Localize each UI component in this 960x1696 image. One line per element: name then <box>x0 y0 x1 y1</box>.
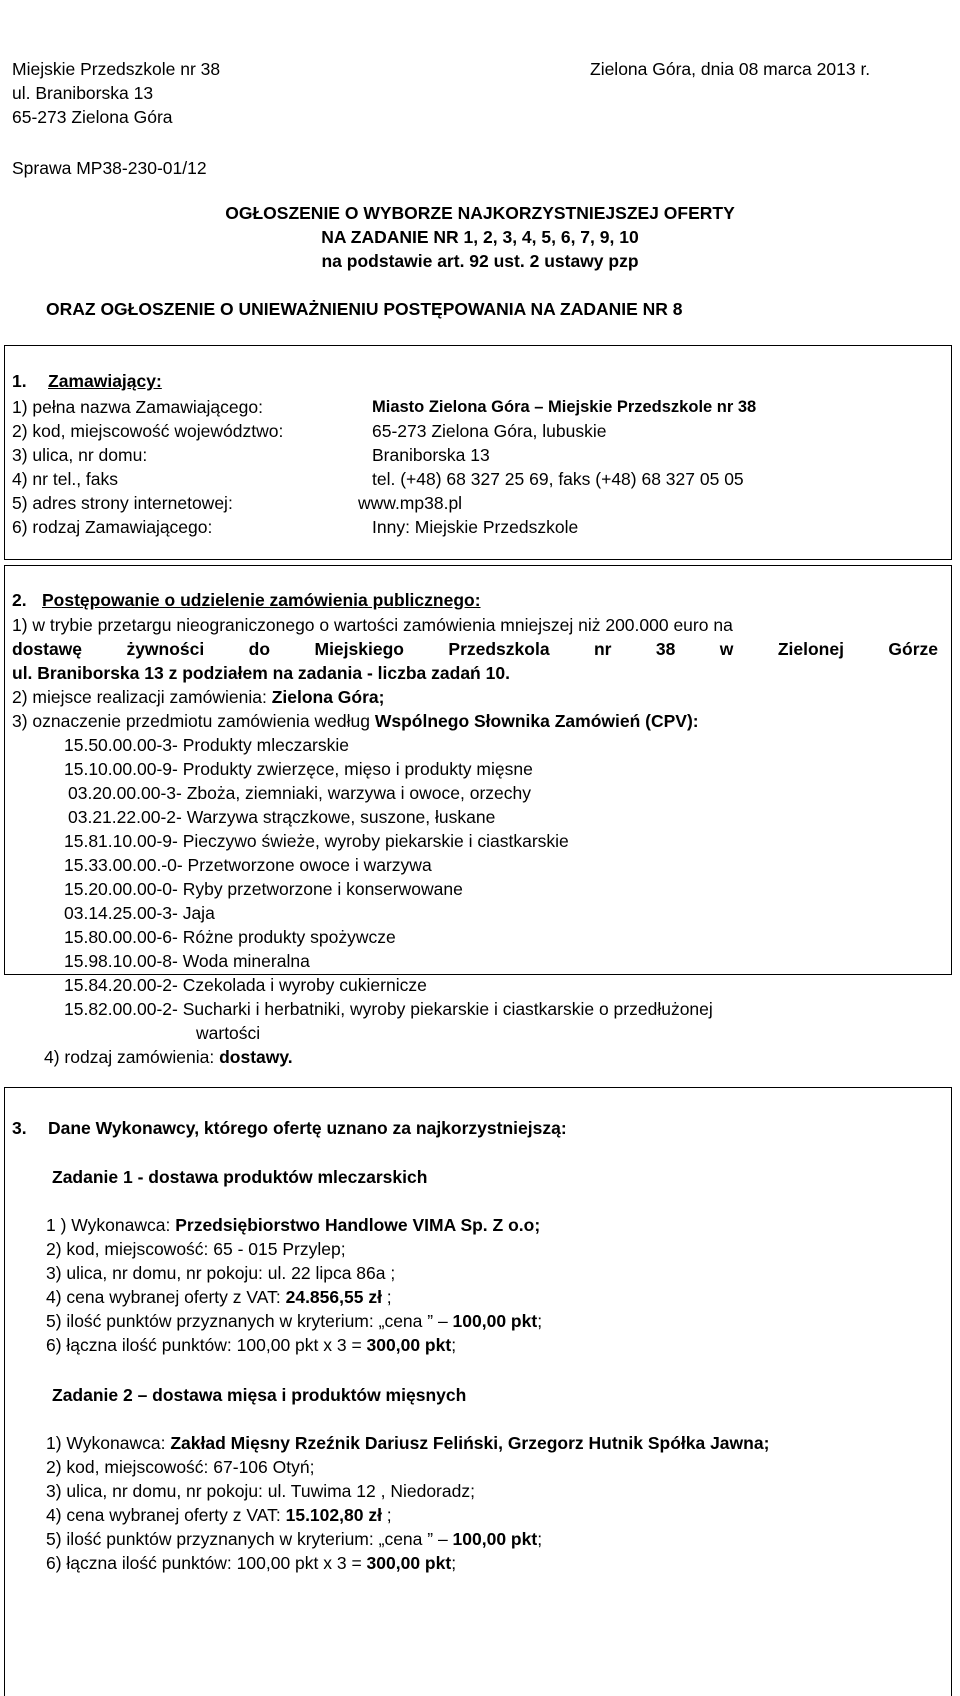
section-2-number: 2. <box>12 590 27 610</box>
task-1-contractor-value: Przedsiębiorstwo Handlowe VIMA Sp. Z o.o; <box>175 1215 541 1235</box>
task-1-total-tail: ; <box>451 1335 457 1355</box>
zamawiajacy-label-3: 3) ulica, nr domu: <box>12 445 148 465</box>
cpv-item: 15.84.20.00-2- Czekolada i wyroby cukiernicze <box>64 975 427 995</box>
task-1-total-value: 300,00 pkt <box>366 1335 452 1355</box>
zamawiajacy-label-4: 4) nr tel., faks <box>12 469 119 489</box>
order-type-value: dostawy. <box>219 1047 293 1067</box>
title-line-1: OGŁOSZENIE O WYBORZE NAJKORZYSTNIEJSZEJ OFERTY <box>225 203 735 223</box>
task-2-price-tail: ; <box>381 1505 392 1525</box>
task-1-price-value: 24.856,55 zł <box>285 1287 382 1307</box>
institution-city: 65-273 Zielona Góra <box>12 107 173 127</box>
task-2-price-value: 15.102,80 zł <box>285 1505 382 1525</box>
procedure-line-2: dostawę żywności do Miejskiego Przedszkola nr 38 w Zielonej Górze <box>12 639 938 659</box>
task-2-total-label: 6) łączna ilość punktów: 100,00 pkt x 3 = <box>46 1553 362 1573</box>
task-1-contractor <box>46 1214 540 1236</box>
title-line-3: na podstawie art. 92 ust. 2 ustawy pzp <box>321 251 639 271</box>
institution-name: Miejskie Przedszkole nr 38 <box>12 59 221 79</box>
zamawiajacy-value-3: Braniborska 13 <box>372 445 490 465</box>
cpv-item: 15.50.00.00-3- Produkty mleczarskie <box>64 735 349 755</box>
task-2-contractor-value: Zakład Mięsny Rzeźnik Dariusz Feliński, Grzegorz Hutnik Spółka Jawna; <box>170 1433 770 1453</box>
zamawiajacy-value-4: tel. (+48) 68 327 25 69, faks (+48) 68 327 05 05 <box>372 469 744 489</box>
section-1-number: 1. <box>12 371 27 391</box>
realization-place <box>12 686 384 708</box>
cpv-item: 15.10.00.00-9- Produkty zwierzęce, mięso i produkty mięsne <box>64 759 533 779</box>
zamawiajacy-value-6: Inny: Miejskie Przedszkole <box>372 517 579 537</box>
title-line-4: ORAZ OGŁOSZENIE O UNIEWAŻNIENIU POSTĘPOWANIA NA ZADANIE NR 8 <box>46 299 683 319</box>
task-2-points-value: 100,00 pkt <box>452 1529 538 1549</box>
task-2-total-value: 300,00 pkt <box>366 1553 452 1573</box>
order-type <box>44 1046 293 1068</box>
task-1-address: 3) ulica, nr domu, nr pokoju: ul. 22 lipca 86a ; <box>46 1263 396 1283</box>
title-line-2: NA ZADANIE NR 1, 2, 3, 4, 5, 6, 7, 9, 10 <box>321 227 639 247</box>
section-3-heading: Dane Wykonawcy, którego ofertę uznano za najkorzystniejszą: <box>48 1118 567 1138</box>
task-1-points-tail: ; <box>537 1311 543 1331</box>
task-1-total-label: 6) łączna ilość punktów: 100,00 pkt x 3 = <box>46 1335 362 1355</box>
zamawiajacy-label-6: 6) rodzaj Zamawiającego: <box>12 517 213 537</box>
section-1-heading: Zamawiający: <box>48 371 162 391</box>
task-1-total <box>46 1334 456 1356</box>
task-2-contractor <box>46 1432 769 1454</box>
zamawiajacy-label-5: 5) adres strony internetowej: <box>12 493 233 513</box>
cpv-heading <box>12 710 699 732</box>
task-2-points <box>46 1528 542 1550</box>
task-2-points-tail: ; <box>537 1529 543 1549</box>
task-2-total <box>46 1552 456 1574</box>
section-2-heading: Postępowanie o udzielenie zamówienia publicznego: <box>42 590 481 610</box>
cpv-heading-label: 3) oznaczenie przedmiotu zamówienia według <box>12 711 370 731</box>
cpv-item: 03.14.25.00-3- Jaja <box>64 903 215 923</box>
institution-street: ul. Braniborska 13 <box>12 83 154 103</box>
cpv-item: 03.20.00.00-3- Zboża, ziemniaki, warzywa i owoce, orzechy <box>68 783 531 803</box>
cpv-item: 15.98.10.00-8- Woda mineralna <box>64 951 310 971</box>
task-1-price-tail: ; <box>381 1287 392 1307</box>
cpv-item: 15.82.00.00-2- Sucharki i herbatniki, wyroby piekarskie i ciastkarskie o przedłużonej <box>64 999 713 1019</box>
cpv-item: 03.21.22.00-2- Warzywa strączkowe, suszone, łuskane <box>68 807 496 827</box>
zamawiajacy-value-5: www.mp38.pl <box>358 493 463 513</box>
cpv-heading-value: Wspólnego Słownika Zamówień (CPV): <box>374 711 699 731</box>
place-date: Zielona Góra, dnia 08 marca 2013 r. <box>590 59 871 79</box>
zamawiajacy-value-2: 65-273 Zielona Góra, lubuskie <box>372 421 607 441</box>
cpv-item: 15.80.00.00-6- Różne produkty spożywcze <box>64 927 396 947</box>
cpv-item: 15.20.00.00-0- Ryby przetworzone i konserwowane <box>64 879 463 899</box>
case-number: Sprawa MP38-230-01/12 <box>12 158 207 178</box>
cpv-item: 15.81.10.00-9- Pieczywo świeże, wyroby piekarskie i ciastkarskie <box>64 831 569 851</box>
section-3-number: 3. <box>12 1118 27 1138</box>
task-2-total-tail: ; <box>451 1553 457 1573</box>
task-1-points-label: 5) ilość punktów przyznanych w kryterium: „cena ” – <box>46 1311 448 1331</box>
zamawiajacy-label-1: 1) pełna nazwa Zamawiającego: <box>12 397 263 417</box>
realization-place-value: Zielona Góra; <box>271 687 385 707</box>
order-type-label: 4) rodzaj zamówienia: <box>44 1047 215 1067</box>
task-1-points <box>46 1310 542 1332</box>
task-2-address: 3) ulica, nr domu, nr pokoju: ul. Tuwima 12 , Niedoradz; <box>46 1481 475 1501</box>
task-1-contractor-label: 1 ) Wykonawca: <box>46 1215 171 1235</box>
task-2-price <box>46 1504 392 1526</box>
procedure-line-3: ul. Braniborska 13 z podziałem na zadania - liczba zadań 10. <box>12 663 510 683</box>
task-1-price <box>46 1286 392 1308</box>
task-2-price-label: 4) cena wybranej oferty z VAT: <box>46 1505 281 1525</box>
task-2-contractor-label: 1) Wykonawca: <box>46 1433 166 1453</box>
task-2-points-label: 5) ilość punktów przyznanych w kryterium: „cena ” – <box>46 1529 448 1549</box>
task-2-title: Zadanie 2 – dostawa mięsa i produktów mięsnych <box>52 1385 467 1405</box>
procedure-line-1: 1) w trybie przetargu nieograniczonego o wartości zamówienia mniejszej niż 200.000 euro na <box>12 615 733 635</box>
zamawiajacy-label-2: 2) kod, miejscowość województwo: <box>12 421 284 441</box>
zamawiajacy-value-1: Miasto Zielona Góra – Miejskie Przedszkole nr 38 <box>372 398 757 416</box>
task-2-postcode: 2) kod, miejscowość: 67-106 Otyń; <box>46 1457 315 1477</box>
task-1-price-label: 4) cena wybranej oferty z VAT: <box>46 1287 281 1307</box>
cpv-item-continuation: wartości <box>196 1023 261 1043</box>
task-1-title: Zadanie 1 - dostawa produktów mleczarskich <box>52 1167 428 1187</box>
task-1-postcode: 2) kod, miejscowość: 65 - 015 Przylep; <box>46 1239 346 1259</box>
cpv-item: 15.33.00.00.-0- Przetworzone owoce i warzywa <box>64 855 432 875</box>
realization-place-label: 2) miejsce realizacji zamówienia: <box>12 687 267 707</box>
task-1-points-value: 100,00 pkt <box>452 1311 538 1331</box>
